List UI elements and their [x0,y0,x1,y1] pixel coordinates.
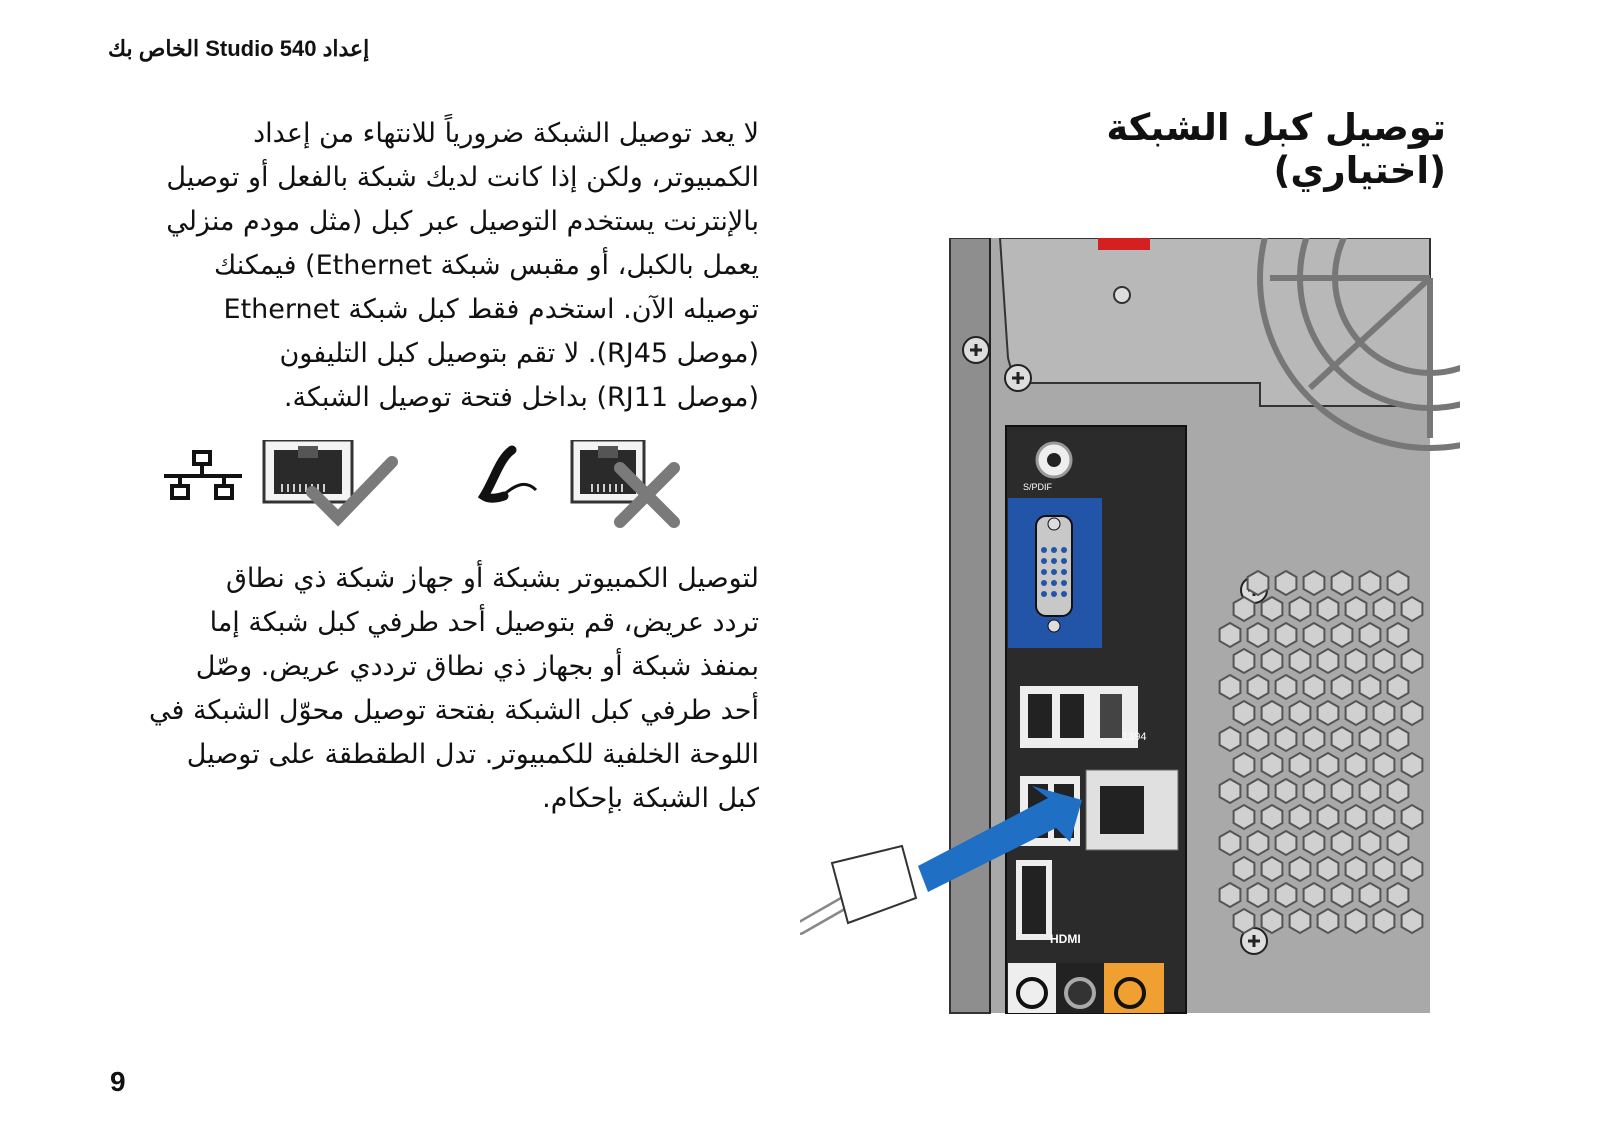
vent-hole [1304,623,1325,647]
vent-hole [1276,675,1297,699]
back-panel-drawing [800,238,1460,1038]
vent-hole [1290,909,1311,933]
vent-hole [1318,597,1339,621]
vga-pin [1061,591,1067,597]
firewire-port [1100,694,1122,738]
vga-port [1036,516,1072,616]
vent-hole [1332,727,1353,751]
vent-hole [1234,857,1255,881]
vga-pin [1041,547,1047,553]
vent-hole [1262,649,1283,673]
vent-hole [1262,909,1283,933]
paragraph-line: كبل الشبكة بإحكام. [542,783,759,814]
hdmi-label: HDMI [1050,932,1081,946]
vent-hole [1374,649,1395,673]
vga-pin [1061,569,1067,575]
vent-hole [1346,701,1367,725]
vent-hole [1220,883,1241,907]
vent-hole [1234,649,1255,673]
vent-hole [1234,597,1255,621]
vent-hole [1318,649,1339,673]
paragraph-line: لتوصيل الكمبيوتر بشبكة أو جهاز شبكة ذي نطاق [225,563,759,594]
vent-hole [1388,831,1409,855]
vent-hole [1402,649,1423,673]
vent-hole [1332,779,1353,803]
vent-hole [1262,805,1283,829]
running-header: إعداد Studio 540 الخاص بك [108,36,370,61]
vga-pin [1061,580,1067,586]
vga-pin [1051,558,1057,564]
vent-hole [1276,571,1297,595]
vent-hole [1346,753,1367,777]
vent-hole [1332,675,1353,699]
vent-hole [1262,857,1283,881]
vent-hole [1234,701,1255,725]
vent-hole [1290,649,1311,673]
vent-hole [1388,675,1409,699]
paragraph-line: (موصل RJ11) بداخل فتحة توصيل الشبكة. [283,382,759,413]
paragraph-line: اللوحة الخلفية للكمبيوتر. تدل الطقطقة على توصيل [186,739,759,770]
vent-hole [1346,857,1367,881]
vent-hole [1318,701,1339,725]
vent-hole [1318,753,1339,777]
vent-hole [1276,883,1297,907]
vent-hole [1374,805,1395,829]
vent-hole [1248,571,1269,595]
vga-pin [1051,569,1057,575]
vga-pin [1051,580,1057,586]
vent-hole [1374,701,1395,725]
vent-hole [1290,857,1311,881]
vent-hole [1262,701,1283,725]
vent-hole [1220,831,1241,855]
connector-icons [160,440,700,540]
vent-hole [1304,675,1325,699]
paragraph-line: تردد عريض، قم بتوصيل أحد طرفي كبل شبكة إما [209,607,759,638]
paragraph-line: (موصل RJ45). لا تقم بتوصيل كبل التليفون [279,338,759,369]
vent-hole [1360,779,1381,803]
vent-hole [1290,701,1311,725]
vent-hole [1290,805,1311,829]
vent-hole [1360,675,1381,699]
vent-hole [1248,883,1269,907]
vent-hole [1402,753,1423,777]
vent-hole [1276,779,1297,803]
vent-hole [1388,623,1409,647]
vent-hole [1276,727,1297,751]
vga-pin [1061,558,1067,564]
vent-hole [1374,597,1395,621]
firewire-label: 1394 [1122,731,1147,743]
vent-hole [1388,779,1409,803]
vent-hole [1248,727,1269,751]
vent-hole [1276,623,1297,647]
vent-hole [1304,727,1325,751]
rj45-plug-icon [832,846,916,923]
vent-hole [1388,727,1409,751]
audio-jack [1116,979,1144,1007]
vent-hole [1248,831,1269,855]
spdif-label: S/PDIF [1023,482,1053,492]
page-number: 9 [110,1066,126,1097]
vent-hole [1374,857,1395,881]
vent-hole [1360,623,1381,647]
vent-hole [1262,597,1283,621]
vent-hole [1360,831,1381,855]
paragraph-line: أحد طرفي كبل الشبكة بفتحة توصيل محوّل الشبكة في [148,695,759,726]
vent-hole [1220,623,1241,647]
vent-hole [1332,571,1353,595]
paragraph-line: بالإنترنت يستخدم التوصيل عبر كبل (مثل مودم منزلي [166,206,759,237]
audio-jack [1018,979,1046,1007]
vent-hole [1332,623,1353,647]
usb-port [1060,694,1084,738]
rj11-port-icon [572,440,644,502]
vent-hole [1248,623,1269,647]
power-led [1114,287,1130,303]
telephone-icon [484,450,536,498]
vent-hole [1304,831,1325,855]
vent-hole [1402,597,1423,621]
vent-hole [1290,597,1311,621]
vent-hole [1234,753,1255,777]
paragraph-network-intro [104,112,759,420]
paragraph-connect-instructions [104,557,759,821]
vent-hole [1346,909,1367,933]
vga-pin [1041,558,1047,564]
network-port [1100,786,1144,834]
vga-pin [1041,591,1047,597]
vent-hole [1402,909,1423,933]
audio-jack [1066,979,1094,1007]
vent-hole [1374,909,1395,933]
vent-hole [1374,753,1395,777]
vent-hole [1388,883,1409,907]
vent-hole [1262,753,1283,777]
vent-hole [1360,883,1381,907]
vent-hole [1220,727,1241,751]
vent-hole [1402,805,1423,829]
vent-hole [1220,779,1241,803]
back-panel-illustration [800,238,1460,1038]
vent-hole [1234,805,1255,829]
vent-hole [1234,909,1255,933]
network-symbol-icon [164,452,242,498]
paragraph-line: توصيله الآن. استخدم فقط كبل شبكة Ethernet [223,294,759,325]
usb-port [1028,694,1052,738]
vent-hole [1318,805,1339,829]
vent-hole [1388,571,1409,595]
vga-pin [1061,547,1067,553]
paragraph-line: يعمل بالكبل، أو مقبس شبكة Ethernet) فيمكنك [214,250,759,281]
vent-hole [1346,649,1367,673]
vent-hole [1346,597,1367,621]
vent-hole [1304,779,1325,803]
vent-hole [1248,675,1269,699]
vent-hole [1304,571,1325,595]
vent-hole [1402,701,1423,725]
power-supply [1000,238,1430,406]
vent-hole [1402,857,1423,881]
vga-pin [1041,580,1047,586]
vent-hole [1318,857,1339,881]
vga-pin [1041,569,1047,575]
vent-hole [1318,909,1339,933]
paragraph-line: لا يعد توصيل الشبكة ضرورياً للانتهاء من إعداد [253,118,759,149]
vga-pin [1051,547,1057,553]
vent-hole [1332,831,1353,855]
vent-hole [1360,727,1381,751]
vent-hole [1346,805,1367,829]
vent-hole [1304,883,1325,907]
paragraph-line: الكمبيوتر، ولكن إذا كانت لديك شبكة بالفعل أو توصيل [166,162,759,193]
voltage-switch [1098,238,1150,250]
vent-hole [1248,779,1269,803]
vent-hole [1220,675,1241,699]
vent-hole [1332,883,1353,907]
vent-hole [1360,571,1381,595]
vent-hole [1276,831,1297,855]
paragraph-line: بمنفذ شبكة أو بجهاز ذي نطاق ترددي عريض. وصّل [195,651,759,682]
vga-pin [1051,591,1057,597]
section-title: توصيل كبل الشبكة (اختياري) [1106,106,1446,192]
vent-hole [1290,753,1311,777]
